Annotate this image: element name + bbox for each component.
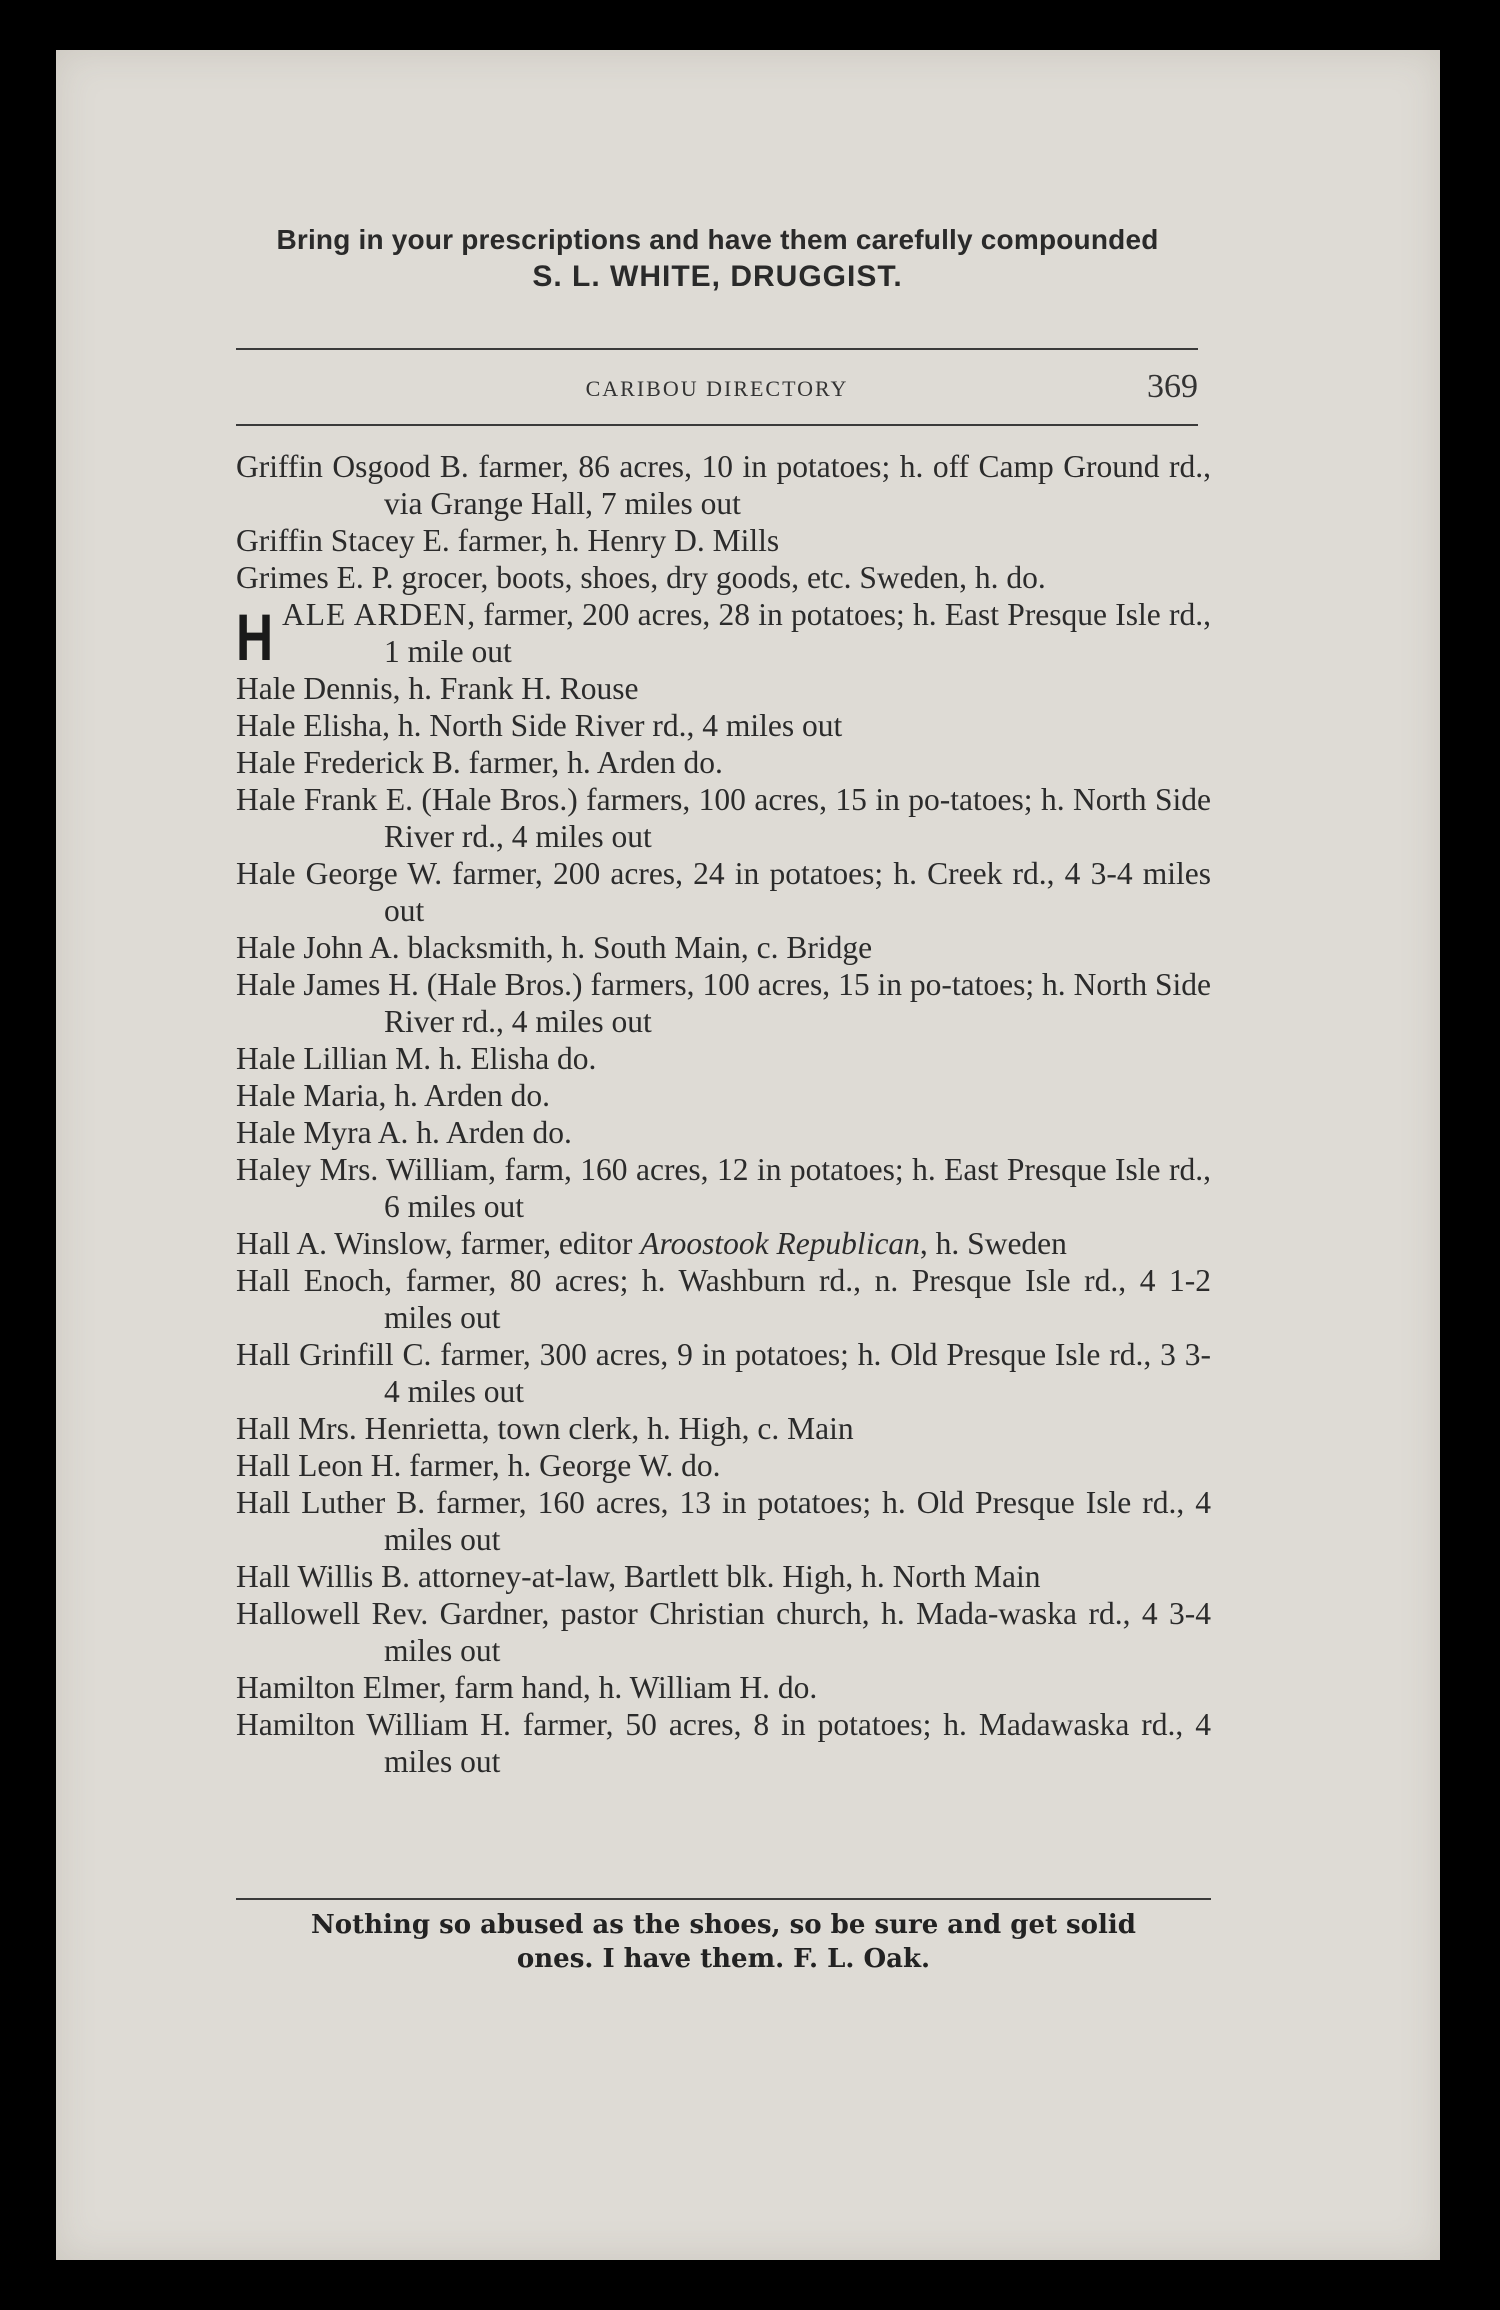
directory-entries [236, 448, 1211, 1780]
directory-entry: Hale John A. blacksmith, h. South Main, c. Bridge [236, 930, 873, 965]
directory-entry: Hale Maria, h. Arden do. [236, 1078, 551, 1113]
directory-entry: Hale Myra A. h. Arden do. [236, 1115, 572, 1150]
directory-entry: Hamilton William H. farmer, 50 acres, 8 in potatoes; h. Madawaska rd., 4 miles out [236, 1707, 1211, 1779]
drop-cap-letter: H [236, 600, 274, 674]
directory-entry: Hall Luther B. farmer, 160 acres, 13 in potatoes; h. Old Presque Isle rd., 4 miles out [236, 1485, 1211, 1557]
page-number: 369 [1147, 368, 1198, 405]
footer-ad-rule [236, 1898, 1211, 1900]
entry-text-after: , h. Sweden [919, 1226, 1067, 1261]
directory-entry: Hale Frank E. (Hale Bros.) farmers, 100 acres, 15 in po-tatoes; h. North Side River rd., 4 miles out [236, 782, 1211, 854]
directory-entry: Hale Frederick B. farmer, h. Arden do. [236, 745, 723, 780]
directory-entry: Griffin Stacey E. farmer, h. Henry D. Mills [236, 523, 780, 558]
directory-entry: Hale James H. (Hale Bros.) farmers, 100 acres, 15 in po-tatoes; h. North Side River rd., 4 miles out [236, 967, 1211, 1039]
directory-entry: Hale George W. farmer, 200 acres, 24 in potatoes; h. Creek rd., 4 3-4 miles out [236, 856, 1211, 928]
running-head [236, 370, 1198, 410]
header-advertisement [235, 222, 1200, 296]
directory-entry: Hall Enoch, farmer, 80 acres; h. Washburn rd., n. Presque Isle rd., 4 1-2 miles out [236, 1263, 1211, 1335]
directory-entry: Hamilton Elmer, farm hand, h. William H. do. [236, 1670, 818, 1705]
directory-entry: Hall Willis B. attorney-at-law, Bartlett blk. High, h. North Main [236, 1559, 1041, 1594]
directory-entry: Haley Mrs. William, farm, 160 acres, 12 in potatoes; h. East Presque Isle rd., 6 miles out [236, 1152, 1211, 1224]
header-ad-rule [236, 348, 1198, 350]
header-ad-line-2: S. L. WHITE, DRUGGIST. [532, 260, 903, 293]
directory-entry: Griffin Osgood B. farmer, 86 acres, 10 in potatoes; h. off Camp Ground rd., via Grange Hall, 7 miles out [236, 449, 1211, 521]
drop-cap-name: ALE ARDEN [282, 597, 468, 632]
newspaper-title: Aroostook Republican [640, 1226, 920, 1261]
directory-entry: Hallowell Rev. Gardner, pastor Christian church, h. Mada-waska rd., 4 3-4 miles out [236, 1596, 1211, 1668]
directory-entry-hall-winslow [236, 1225, 1211, 1262]
running-head-title: CARIBOU DIRECTORY [585, 376, 849, 401]
footer-ad-line-2: ones. I have them. F. L. Oak. [516, 1944, 931, 1974]
entry-text-before: Hall A. Winslow, farmer, editor [236, 1226, 641, 1261]
drop-cap-text: , farmer, 200 acres, 28 in potatoes; h. East Presque Isle rd., 1 mile out [384, 597, 1211, 669]
header-ad-line-1: Bring in your prescriptions and have them carefully compounded [276, 224, 1159, 255]
directory-entry: Hale Dennis, h. Frank H. Rouse [236, 671, 639, 706]
running-head-rule [236, 424, 1198, 426]
directory-entry: Hall Leon H. farmer, h. George W. do. [236, 1448, 721, 1483]
directory-entry: Hale Lillian M. h. Elisha do. [236, 1041, 597, 1076]
directory-entry: Hall Grinfill C. farmer, 300 acres, 9 in potatoes; h. Old Presque Isle rd., 3 3-4 miles out [236, 1337, 1211, 1409]
footer-ad-line-1: Nothing so abused as the shoes, so be sure and get solid [311, 1910, 1136, 1940]
directory-entry: Hall Mrs. Henrietta, town clerk, h. High, c. Main [236, 1411, 854, 1446]
directory-entry-drop-cap [236, 596, 1211, 674]
footer-advertisement [236, 1908, 1211, 1976]
directory-entry: Hale Elisha, h. North Side River rd., 4 miles out [236, 708, 843, 743]
directory-entry: Grimes E. P. grocer, boots, shoes, dry goods, etc. Sweden, h. do. [236, 560, 1046, 595]
